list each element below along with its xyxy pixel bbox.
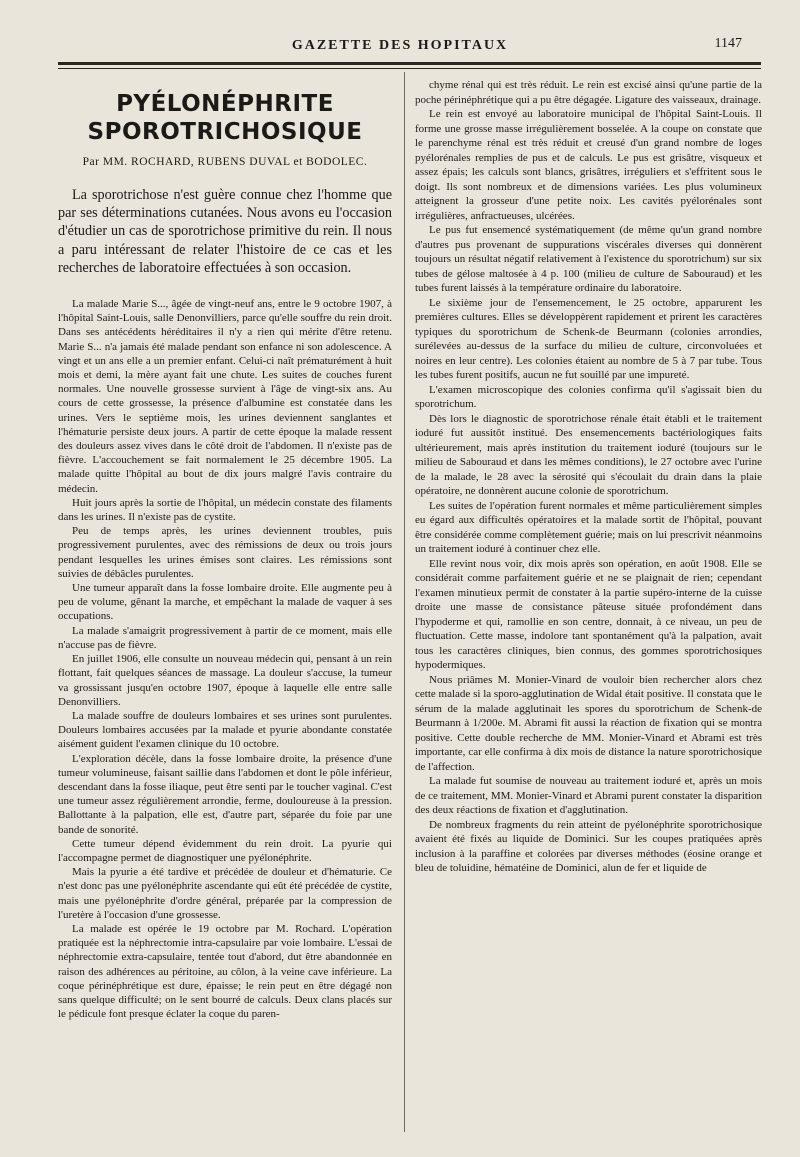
body-paragraph: La malade s'amaigrit progressivement à partir de ce moment, mais elle n'accuse pas de fièvre. [58, 624, 392, 651]
body-paragraph: L'examen microscopique des colonies confirma qu'il s'agissait bien du sporotrichum. [415, 383, 762, 410]
body-paragraph: La malade souffre de douleurs lombaires et ses urines sont purulentes. Douleurs lombaires accusées par la malade et pyurie abondante constatée aisément guident l'examen clinique du 10 octobre. [58, 709, 392, 751]
right-column-body [415, 78, 762, 876]
body-paragraph: La malade Marie S..., âgée de vingt-neuf ans, entre le 9 octobre 1907, à l'hôpital Saint-Louis, salle Denonvilliers, parce qu'elle souffre du rein droit. Dans ses antécédents héréditaires il n'y a rien qui mérite d'être retenu. Marie S... n'a jamais été malade pendant son enfance ni son adolescence. A vingt et un ans elle a un premier enfant. Celui-ci naît prématurément à huit mois et demi, la mère ayant fait une chute. Les suites de couches furent normales. Une nouvelle grossesse survient à l'âge de vingt-six ans. Au cours de cette grossesse, la présence d'albumine est constatée dans les urines. Vers le septième mois, les urines deviennent sanglantes et l'hématurie persiste deux jours. A partir de cette époque la malade ressent des douleurs assez vives dans le côté droit de l'abdomen. Il n'existe pas de fièvre. L'accouchement se fait normalement le 25 décembre 1905. La malade quitte l'hôpital au bout de dix jours malgré l'avis contraire du médecin. [58, 298, 392, 495]
right-column [415, 78, 762, 876]
body-paragraph: Les suites de l'opération furent normales et même particulièrement simples eu égard aux difficultés opératoires et la malade sortit de l'hôpital, pouvant être considérée comme complètement guérie; mais on lui prescrivit néanmoins un traitement ioduré à continuer chez elle. [415, 499, 762, 555]
left-column [58, 82, 392, 1021]
body-paragraph: En juillet 1906, elle consulte un nouveau médecin qui, pensant à un rein flottant, fait quelques séances de massage. La douleur s'accuse, la tumeur va grossissant jusqu'en octobre 1907, époque à laquelle elle entre salle Denonvilliers. [58, 653, 392, 708]
body-paragraph: Elle revint nous voir, dix mois après son opération, en août 1908. Elle se considérait comme parfaitement guérie et ne se plaignait de rien; cependant l'examen minutieux permit de constater à la partie supéro-interne de la cuisse droite une masse de consistance pâteuse située profondément dans l'hypoderme et qui, ramollie en son centre, donnait, à ce niveau, un peu de fluctuation. Cette masse, indolore tant spontanément qu'à la palpation, avait tous les caractères cliniques, bien connus, des gommes sporotrichosiques hypodermiques. [415, 557, 762, 671]
body-paragraph: chyme rénal qui est très réduit. Le rein est excisé ainsi qu'une partie de la poche périnéphrétique qui a pu être dégagée. Ligature des vaisseaux, drainage. [415, 79, 762, 106]
body-paragraph: L'exploration décèle, dans la fosse lombaire droite, la présence d'une tumeur volumineuse, faisant saillie dans l'abdomen et dont le pôle inférieur, descendant dans la fosse iliaque, peut être senti par le toucher vaginal. C'est une tumeur assez régulièrement arrondie, ferme, douloureuse à la pression. Ballottante à la palpation, elle est, d'autre part, séparée du foie par une bande de sonorité. [58, 752, 392, 836]
article-abstract: La sporotrichose n'est guère connue chez l'homme que par ses déterminations cutanées. Nous avons eu l'occasion d'étudier un cas de sporotrichose primitive du rein. Il nous a paru intéressant de relater l'histoire de ce cas et les recherches de laboratoire effectuées à son occasion. [58, 187, 392, 276]
page-number: 1147 [714, 36, 742, 51]
body-paragraph: Mais la pyurie a été tardive et précédée de douleur et d'hématurie. Ce n'est donc pas une pyélonéphrite ascendante qui eût été précédée de cystite, mais une pyélonéphrite d'ordre général, préparée par la compression de l'uretère à l'occasion d'une grossesse. [58, 866, 392, 921]
journal-title: GAZETTE DES HOPITAUX [291, 38, 509, 53]
left-column-body [58, 297, 392, 1021]
body-paragraph: Le sixième jour de l'ensemencement, le 25 octobre, apparurent les premières cultures. Elles se développèrent rapidement et prirent les caractères typiques du sporotrichum de Schenk-de Beurmann (colonies arrondies, surélevées au-dessus de la surface du milieu de culture, circonvoluées et noires en leur centre). Les colonies étaient au nombre de 5 à 7 par tube. Tous les tubes furent positifs, aucun ne fut souillé par une impureté. [415, 296, 762, 381]
article-title: PYÉLONÉPHRITE SPOROTRICHOSIQUE [87, 91, 363, 145]
column-divider [404, 72, 405, 1132]
body-paragraph: Le pus fut ensemencé systématiquement (de même qu'un grand nombre d'autres pus provenant de suppurations viscérales diverses qui donnèrent toujours un résultat négatif relativement à l'existence du sporotrichum) sur six tubes de gélose maltosée à 4 p. 100 (milieu de culture de Sabouraud) et les tubes furent laissés à la température ordinaire du laboratoire. [415, 224, 762, 294]
body-paragraph: Dès lors le diagnostic de sporotrichose rénale était établi et le traitement ioduré fut aussitôt institué. Des ensemencements bactériologiques faits ultérieurement, mais après institution du traitement ioduré (toujours sur le milieu de Sabouraud et dans les mêmes conditions), le 27 octobre avec l'urine de la malade, le 28 avec la sérosité qui s'écoulait du drain dans la plaie opératoire, ne donnèrent aucune colonie de sporotrichum. [415, 412, 762, 497]
body-paragraph: Une tumeur apparaît dans la fosse lombaire droite. Elle augmente peu à peu de volume, gênant la marche, et empêchant la malade de vaquer à ses occupations. [58, 582, 392, 623]
body-paragraph: Peu de temps après, les urines deviennent troubles, puis progressivement purulentes, avec des rémissions de deux ou trois jours pendant lesquelles les urines émises sont claires. Les rémissions sont suivies de débâcles purulentes. [58, 525, 392, 580]
body-paragraph: Nous priâmes M. Monier-Vinard de vouloir bien rechercher alors chez cette malade si la sporo-agglutination de Widal était positive. Il constata que le sérum de la malade agglutinait les spores du sporotrichum de Schenk-de Beurmann à 1/200e. M. Abrami fit aussi la réaction de fixation qui se montra positive. Cette double recherche de MM. Monier-Vinard et Abrami est très importante, car elle confirma à dix mois de distance la nature sporotrichosique de l'affection. [415, 673, 762, 773]
body-paragraph: Huit jours après la sortie de l'hôpital, un médecin constate des filaments dans les urines. Il n'existe pas de cystite. [58, 496, 392, 524]
body-paragraph: La malade fut soumise de nouveau au traitement ioduré et, après un mois de ce traitement, MM. Monier-Vinard et Abrami purent constater la disparition des deux réactions de fixation et d'agglutination. [415, 775, 762, 816]
body-paragraph: De nombreux fragments du rein atteint de pyélonéphrite sporotrichosique avaient été fixés au liquide de Dominici. Sur les coupes pratiquées après inclusion à la paraffine et colorées par diverses méthodes (éosine orange et bleu de toluidine, hématéine de Dominici, alun de fer et liquide de [415, 818, 762, 874]
body-paragraph: Le rein est envoyé au laboratoire municipal de l'hôpital Saint-Louis. Il forme une grosse masse irrégulièrement bosselée. A la coupe on constate que le parenchyme rénal est très réduit et creusé d'un grand nombre de loges pyélorénales remplies de pus et de calculs. Le pus est grisâtre, visqueux et assez épais; les calculs sont blancs, grisâtres, irréguliers et s'effritent sous le doigt. Ils sont nombreux et de dimensions variées. Les plus volumineux atteignent la grosseur d'une petite noix. Les cavités pyélorénales sont irrégulières, anfractueuses, ulcérées. [415, 108, 762, 222]
header-rule-thick [58, 62, 761, 65]
running-head [0, 36, 800, 56]
body-paragraph: La malade est opérée le 19 octobre par M. Rochard. L'opération pratiquée est la néphrectomie intra-capsulaire par voie lombaire. L'essai de néphrectomie extra-capsulaire, tentée tout d'abord, dut être abandonnée en raison des adhérences au péritoine, au côlon, à la veine cave inférieure. La coque périnéphrétique est dure, épaisse; le rein peut en être dégagé non sans quelque difficulté; on le sent bourré de calculs. Deux clans placés sur le pédicule font presque éclater la coque du paren- [58, 922, 392, 1021]
header-rule-thin [58, 68, 761, 69]
article-authors: Par MM. ROCHARD, RUBENS DUVAL et BODOLEC. [82, 156, 368, 168]
body-paragraph: Cette tumeur dépend évidemment du rein droit. La pyurie qui l'accompagne permet de diagnostiquer une pyélonéphrite. [58, 837, 392, 864]
